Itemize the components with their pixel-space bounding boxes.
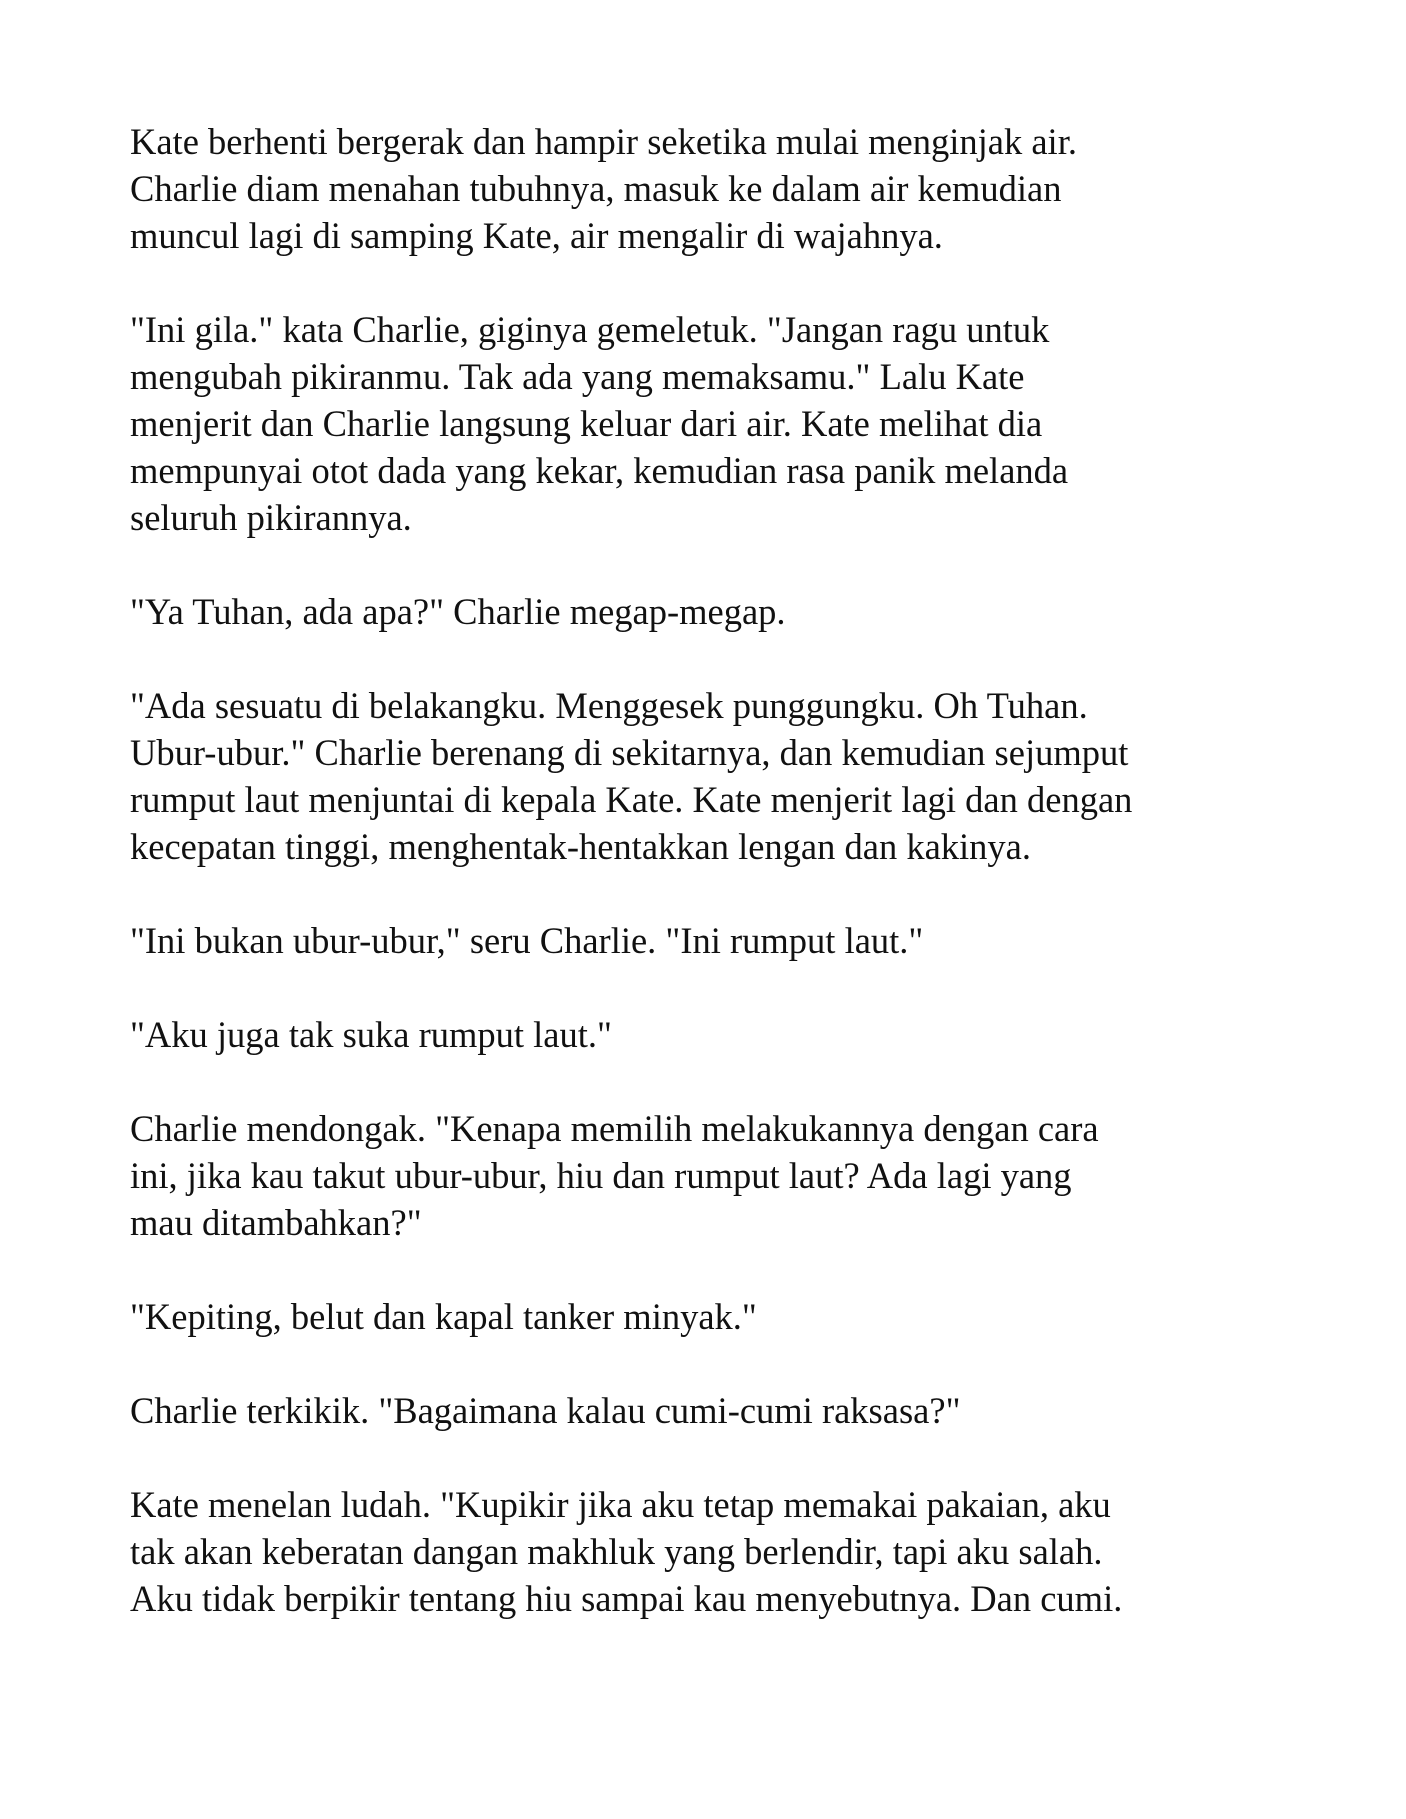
- paragraph-4: [130, 682, 1310, 870]
- text-line: seluruh pikirannya.: [130, 497, 412, 538]
- text-line: tak akan keberatan dangan makhluk yang berlendir, tapi aku salah.: [130, 1531, 1103, 1572]
- text-line: Kate berhenti bergerak dan hampir seketika mulai menginjak air.: [130, 121, 1077, 162]
- text-line: rumput laut menjuntai di kepala Kate. Kate menjerit lagi dan dengan: [130, 779, 1133, 820]
- text-line: Ubur-ubur." Charlie berenang di sekitarnya, dan kemudian sejumput: [130, 732, 1129, 773]
- text-line: "Kepiting, belut dan kapal tanker minyak.": [130, 1296, 757, 1337]
- paragraph-7: [130, 1105, 1310, 1246]
- text-line: menjerit dan Charlie langsung keluar dari air. Kate melihat dia: [130, 403, 1043, 444]
- text-line: kecepatan tinggi, menghentak-hentakkan lengan dan kakinya.: [130, 826, 1032, 867]
- paragraph-1: [130, 118, 1310, 259]
- text-line: "Ini bukan ubur-ubur," seru Charlie. "Ini rumput laut.": [130, 920, 924, 961]
- paragraph-9: [130, 1387, 1310, 1434]
- text-line: mau ditambahkan?": [130, 1202, 422, 1243]
- text-line: Charlie diam menahan tubuhnya, masuk ke dalam air kemudian: [130, 168, 1062, 209]
- paragraph-2: [130, 306, 1310, 541]
- paragraph-10: [130, 1481, 1310, 1622]
- text-line: Charlie terkikik. "Bagaimana kalau cumi-cumi raksasa?": [130, 1390, 961, 1431]
- text-line: mengubah pikiranmu. Tak ada yang memaksamu." Lalu Kate: [130, 356, 1025, 397]
- text-line: "Ya Tuhan, ada apa?" Charlie megap-megap.: [130, 591, 786, 632]
- paragraph-6: [130, 1011, 1310, 1058]
- text-line: Charlie mendongak. "Kenapa memilih melakukannya dengan cara: [130, 1108, 1099, 1149]
- text-line: ini, jika kau takut ubur-ubur, hiu dan rumput laut? Ada lagi yang: [130, 1155, 1072, 1196]
- paragraph-5: [130, 917, 1310, 964]
- text-line: "Ini gila." kata Charlie, giginya gemeletuk. "Jangan ragu untuk: [130, 309, 1050, 350]
- text-line: "Ada sesuatu di belakangku. Menggesek punggungku. Oh Tuhan.: [130, 685, 1088, 726]
- paragraph-3: [130, 588, 1310, 635]
- document-page: [130, 118, 1310, 1669]
- paragraph-8: [130, 1293, 1310, 1340]
- text-line: "Aku juga tak suka rumput laut.": [130, 1014, 612, 1055]
- text-line: muncul lagi di samping Kate, air mengalir di wajahnya.: [130, 215, 943, 256]
- text-line: mempunyai otot dada yang kekar, kemudian rasa panik melanda: [130, 450, 1069, 491]
- text-line: Kate menelan ludah. "Kupikir jika aku tetap memakai pakaian, aku: [130, 1484, 1111, 1525]
- text-line: Aku tidak berpikir tentang hiu sampai kau menyebutnya. Dan cumi.: [130, 1578, 1123, 1619]
